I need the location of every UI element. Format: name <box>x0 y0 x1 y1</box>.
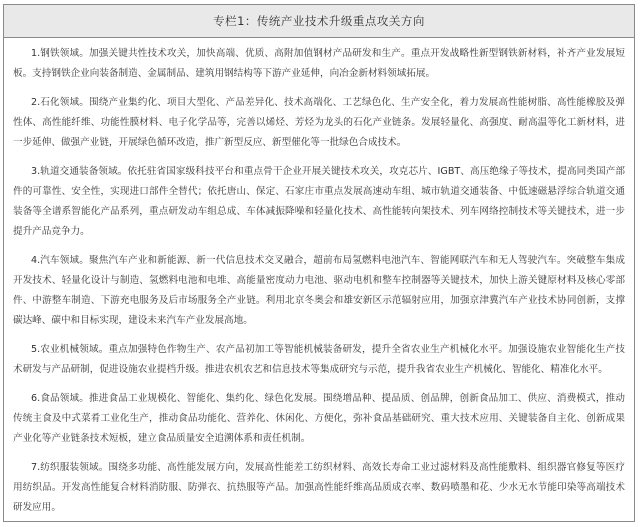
item-rail-transit: 3.轨道交通装备领域。依托驻省国家级科技平台和重点骨干企业开展关键技术攻关，攻克芯片、IGBT、高压绝缘子等技术，提高同类国产部件的可靠性、安全性，实现进口部件全替代；依托唐山、保定、石家庄市重点发展高速动车组、城市轨道交通装备、中低速磁悬浮综合轨道交通装备等全谱系智能化产品系列，重点研发动车组总成、车体减振降噪和轻量化技术、高性能转向架技术、列车网络控制技术等关键技术，进一步提升产品竞争力。 <box>13 166 625 237</box>
table-header <box>4 5 634 38</box>
item-textile-apparel: 7.纺织服装领域。围绕多功能、高性能发展方向，发展高性能差工纺织材料、高效长寿命工业过滤材料及高性能敷料、组织器官修复等医疗用纺织品。开发高性能复合材料消防服、防弹衣、抗热服等产品。加强高性能纤维高品质成衣率、数码喷墨和花、少水无水节能印染等高端技术研发应用。 <box>13 462 625 513</box>
item-petrochemical: 2.石化领域。围绕产业集约化、项目大型化、产品差异化、技术高端化、工艺绿色化、生产安全化，着力发展高性能树脂、高性能橡胶及弹性体、高性能纤维、功能性膜材料、电子化学品等，完善以烯烃、芳烃为龙头的石化产业链条。发展轻量化、高强度、耐高温等化工新材料，进一步延伸、做强产业链，开展绿色循环改造，推广新型反应、新型催化等一批绿色合成技术。 <box>13 97 625 148</box>
item-automotive: 4.汽车领域。聚焦汽车产业和新能源、新一代信息技术交叉融合，超前布局氢燃料电池汽车、智能网联汽车和无人驾驶汽车。突破整车集成开发技术、轻量化设计与制造、氢燃料电池和电堆、高能量密度动力电池、驱动电机和整车控制器等关键技术，加快上游关键原材料及核心零部件、中游整车制造、下游充电服务及后市场服务全产业链。利用北京冬奥会和雄安新区示范辐射应用，加强京津冀汽车产业技术协同创新，支撑碳达峰、碳中和目标实现，建设未来汽车产业发展高地。 <box>13 255 625 326</box>
table-title: 专栏1：传统产业技术升级重点攻关方向 <box>213 14 425 28</box>
item-agricultural-machinery: 5.农业机械领域。重点加强特色作物生产、农产品初加工等智能机械装备研发，提升全省农业生产机械化水平。加强设施农业智能化生产技术研发与产品研制，促进设施农业提档升级。推进农机农艺和信息技术等集成研究与示范，提升我省农业生产机械化、智能化、精准化水平。 <box>13 344 625 375</box>
item-steel: 1.钢铁领域。加强关键共性技术攻关，加快高端、优质、高附加值钢材产品研发和生产。重点开发战略性新型钢铁新材料，补齐产业发展短板。支持钢铁企业向装备制造、金属制品、建筑用钢结构等下游产业延伸，向冶金新材料领域拓展。 <box>13 48 625 79</box>
item-food: 6.食品领域。推进食品工业规模化、智能化、集约化、绿色化发展。围绕增品种、提品质、创品牌，创新食品加工、供应、消费模式，推动传统主食及中式菜肴工业化生产，推动食品功能化、营养化、休闲化、方便化，弥补食品基础研究、重大技术应用、关键装备自主化、创新成果产业化等产业链条技术短板，建立食品质量安全追溯体系和责任机制。 <box>13 393 625 444</box>
table-body <box>4 38 634 518</box>
feature-table <box>3 4 635 522</box>
